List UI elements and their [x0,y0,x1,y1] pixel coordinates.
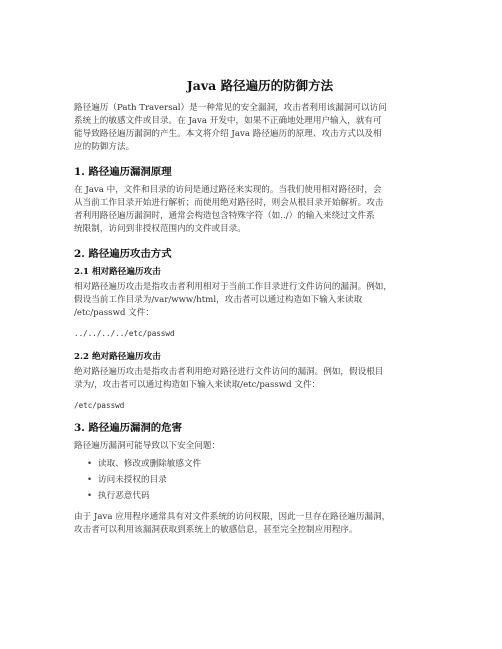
section-3-closing-line: 攻击者可以利用该漏洞获取到系统上的敏感信息，甚至完全控制应用程序。 [74,525,358,535]
section-1-line: 统限制，访问到非授权范围内的文件或目录。 [74,224,246,234]
list-item [74,458,446,471]
section-3-intro: 路径遍历漏洞可能导致以下安全问题： [74,441,221,451]
section-2-1-line: 相对路径遍历攻击是指攻击者利用相对于当前工作目录进行文件访问的漏洞。例如， [74,282,392,292]
risk-list [74,458,446,503]
intro-line: 能导致路径遍历漏洞的产生。本文将介绍 Java 路径遍历的原理、攻击方式以及相 [74,129,382,139]
list-item-text: 执行恶意代码 [98,491,150,501]
bullet-icon: • [87,491,93,501]
code-snippet-relative: ../../../../etc/passwd [74,329,175,338]
list-item-text: 访问未授权的目录 [98,475,167,485]
list-item [74,474,446,487]
intro-line: 应的防御方法。 [74,142,135,152]
intro-line: 系统上的敏感文件或目录。在 Java 开发中，如果不正确地处理用户输入，就有可 [74,116,382,126]
section-3-heading: 3. 路径遍历漏洞的危害 [74,422,182,434]
list-item-text: 读取、修改或删除敏感文件 [98,459,202,469]
list-item [74,490,446,503]
section-2-2-paragraph [74,366,446,392]
intro-paragraph [74,102,446,154]
section-1-line: 在 Java 中，文件和目录的访问是通过路径来实现的。当我们使用相对路径时，会 [74,185,382,195]
section-2-1-line: /etc/passwd 文件： [74,308,154,318]
section-2-1-paragraph [74,281,446,320]
section-1-line: 从当前工作目录开始进行解析；而使用绝对路径时，则会从根目录开始解析。攻击 [74,198,384,208]
section-2-2-heading: 2.2 绝对路径遍历攻击 [74,352,161,362]
section-2-1-heading: 2.1 相对路径遍历攻击 [74,267,161,277]
section-1-paragraph [74,184,446,236]
page-title: Java 路径遍历的防御方法 [186,78,334,93]
section-3-closing [74,511,446,537]
section-3-closing-line: 由于 Java 应用程序通常具有对文件系统的访问权限，因此一旦存在路径遍历漏洞， [74,512,391,522]
bullet-icon: • [87,475,93,485]
code-snippet-absolute: /etc/passwd [74,401,125,410]
section-2-heading: 2. 路径遍历攻击方式 [74,248,172,260]
section-1-heading: 1. 路径遍历漏洞原理 [74,166,172,178]
section-2-2-line: 绝对路径遍历攻击是指攻击者利用绝对路径进行文件访问的漏洞。例如，假设根目 [74,367,384,377]
bullet-icon: • [87,459,93,469]
section-2-1-line: 假设当前工作目录为/var/www/html，攻击者可以通过构造如下输入来读取 [74,295,363,305]
section-1-line: 者利用路径遍历漏洞时，通常会构造包含特殊字符（如../）的输入来绕过文件系 [74,211,375,221]
intro-line: 路径遍历（Path Traversal）是一种常见的安全漏洞，攻击者利用该漏洞可以访问 [74,103,387,113]
section-2-2-line: 录为/，攻击者可以通过构造如下输入来读取/etc/passwd 文件： [74,380,321,390]
